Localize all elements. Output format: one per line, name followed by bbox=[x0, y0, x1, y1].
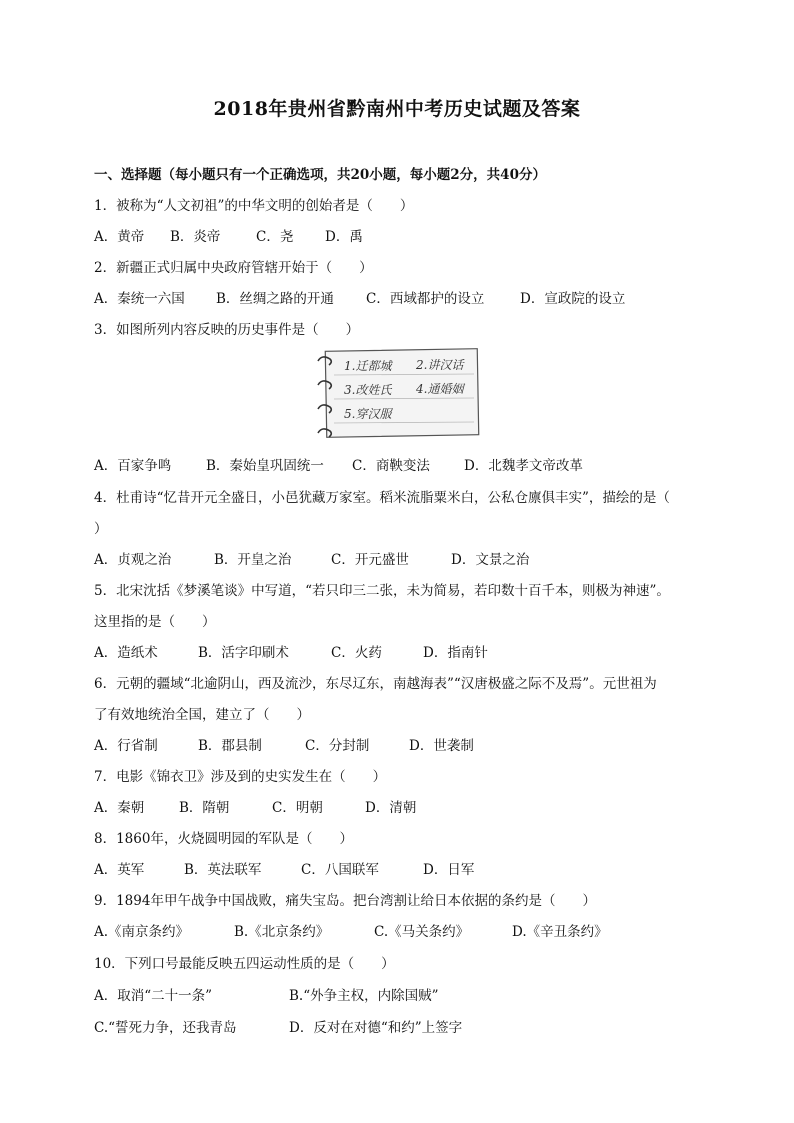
option-c: C．火药 bbox=[331, 645, 382, 661]
question-6-text: 6．元朝的疆域“北逾阴山，西及流沙，东尽辽东，南越海表”“汉唐极盛之际不及焉”。元世祖为 bbox=[94, 676, 657, 692]
question-4-text-cont: ） bbox=[94, 521, 108, 537]
option-d: D．日军 bbox=[423, 862, 475, 878]
option-b: B．炎帝 bbox=[170, 229, 221, 245]
question-5-text: 5．北宋沈括《梦溪笔谈》中写道，“若只印三二张，未为简易，若印数十百千本，则极为神速”。 bbox=[94, 583, 670, 599]
notebook-illustration bbox=[312, 347, 482, 442]
section-heading: 一、选择题（每小题只有一个正确选项，共20小题，每小题2分，共40分） bbox=[94, 167, 546, 183]
option-b: B．隋朝 bbox=[179, 800, 230, 816]
option-b: B．开皇之治 bbox=[214, 552, 292, 568]
option-c: C.“誓死力争，还我青岛 bbox=[94, 1020, 237, 1036]
option-d: D．北魏孝文帝改革 bbox=[464, 458, 583, 474]
option-d: D．清朝 bbox=[365, 800, 417, 816]
question-1-text: 1．被称为“人文初祖”的中华文明的创始者是（ ） bbox=[94, 198, 414, 214]
option-a: A．取消“二十一条” bbox=[94, 988, 213, 1004]
option-d: D．反对在对德“和约”上签字 bbox=[289, 1020, 463, 1036]
option-d: D．世袭制 bbox=[409, 738, 474, 754]
question-9-text: 9．1894年甲午战争中国战败，痛失宝岛。把台湾割让给日本依据的条约是（ ） bbox=[94, 893, 596, 909]
option-a: A．百家争鸣 bbox=[94, 458, 172, 474]
option-d: D．禹 bbox=[325, 229, 363, 245]
option-a: A．秦统一六国 bbox=[94, 291, 185, 307]
option-a: A．英军 bbox=[94, 862, 145, 878]
option-c: C．西域都护的设立 bbox=[366, 291, 485, 307]
question-6-text-cont: 了有效地统治全国，建立了（ ） bbox=[94, 707, 310, 723]
figure-item-4: 4.通婚姻 bbox=[416, 382, 464, 396]
option-c: C．尧 bbox=[256, 229, 294, 245]
question-4-text: 4．杜甫诗“忆昔开元全盛日，小邑犹藏万家室。稻米流脂粟米白，公私仓廪俱丰实”，描绘的是（ bbox=[94, 490, 670, 506]
document-title: 2018年贵州省黔南州中考历史试题及答案 bbox=[213, 98, 581, 120]
option-a: A．贞观之治 bbox=[94, 552, 172, 568]
option-a: A．秦朝 bbox=[94, 800, 145, 816]
option-b: B．英法联军 bbox=[184, 862, 262, 878]
figure-item-5: 5.穿汉服 bbox=[344, 407, 392, 421]
question-7-text: 7．电影《锦衣卫》涉及到的史实发生在（ ） bbox=[94, 769, 387, 785]
question-10-text: 10．下列口号最能反映五四运动性质的是（ ） bbox=[94, 956, 395, 972]
option-b: B．丝绸之路的开通 bbox=[216, 291, 334, 307]
option-c: C.《马关条约》 bbox=[374, 924, 470, 940]
option-a: A.《南京条约》 bbox=[94, 924, 190, 940]
notebook-figure bbox=[312, 347, 482, 442]
option-b: B.“外争主权，内除国贼” bbox=[289, 988, 439, 1004]
option-d: D.《辛丑条约》 bbox=[512, 924, 608, 940]
option-c: C．开元盛世 bbox=[331, 552, 409, 568]
option-b: B．郡县制 bbox=[198, 738, 262, 754]
option-b: B.《北京条约》 bbox=[234, 924, 330, 940]
option-b: B．活字印刷术 bbox=[198, 645, 289, 661]
figure-item-2: 2.讲汉话 bbox=[416, 358, 464, 372]
option-a: A．行省制 bbox=[94, 738, 158, 754]
option-b: B．秦始皇巩固统一 bbox=[206, 458, 324, 474]
question-2-text: 2．新疆正式归属中央政府管辖开始于（ ） bbox=[94, 260, 373, 276]
option-c: C．商鞅变法 bbox=[352, 458, 430, 474]
option-c: C．分封制 bbox=[305, 738, 370, 754]
option-c: C．八国联军 bbox=[301, 862, 379, 878]
question-8-text: 8．1860年，火烧圆明园的军队是（ ） bbox=[94, 831, 353, 847]
option-a: A．造纸术 bbox=[94, 645, 158, 661]
question-3-text: 3．如图所列内容反映的历史事件是（ ） bbox=[94, 322, 360, 338]
option-d: D．文景之治 bbox=[451, 552, 530, 568]
option-c: C．明朝 bbox=[272, 800, 323, 816]
figure-item-1: 1.迁都城 bbox=[344, 359, 392, 373]
question-5-text-cont: 这里指的是（ ） bbox=[94, 614, 216, 630]
option-a: A．黄帝 bbox=[94, 229, 145, 245]
option-d: D．指南针 bbox=[423, 645, 488, 661]
figure-item-3: 3.改姓氏 bbox=[344, 383, 392, 397]
option-d: D．宣政院的设立 bbox=[520, 291, 626, 307]
